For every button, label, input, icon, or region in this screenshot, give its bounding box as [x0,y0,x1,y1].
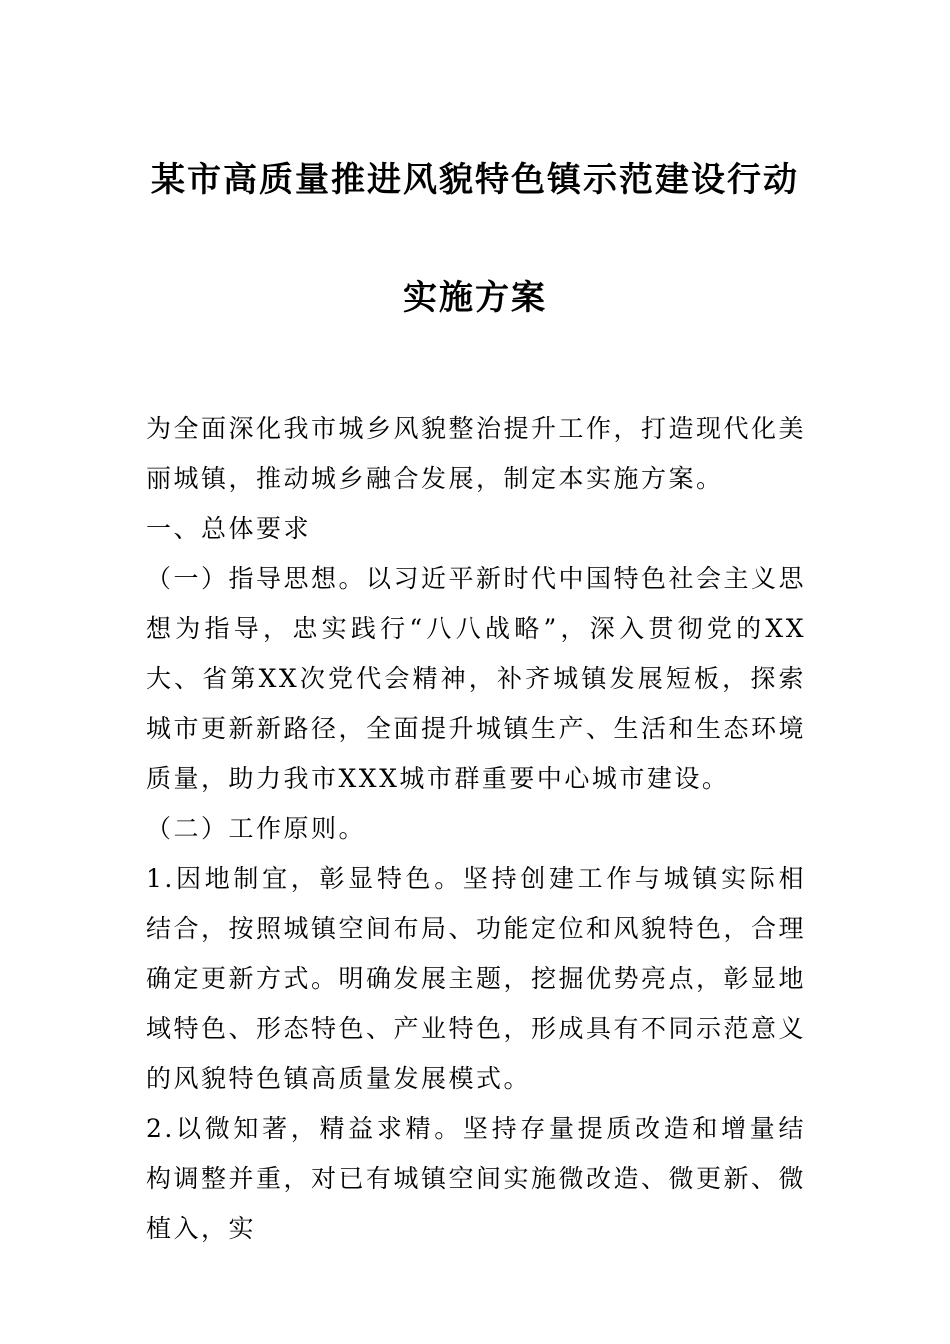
document-title-line-1: 某市高质量推进风貌特色镇示范建设行动 [151,160,799,200]
guiding-ideology-paragraph: （一）指导思想。以习近平新时代中国特色社会主义思想为指导，忠实践行“八八战略”，深入贯彻党的XX大、省第XX次党代会精神，补齐城镇发展短板，探索城市更新新路径，全面提升城镇生产、生活和生态环境质量，助力我市XXX城市群重要中心城市建设。 [146,564,807,793]
principle-2-paragraph: 2.以微知著，精益求精。坚持存量提质改造和增量结构调整并重，对已有城镇空间实施微改造、微更新、微植入，实 [146,1114,807,1243]
document-title-line-2: 实施方案 [403,278,547,318]
section-heading: 一、总体要求 [146,514,312,543]
document-body [146,404,806,1254]
intro-paragraph: 为全面深化我市城乡风貌整治提升工作，打造现代化美丽城镇，推动城乡融合发展，制定本实施方案。 [146,414,807,493]
principle-1-paragraph: 1.因地制宜，彰显特色。坚持创建工作与城镇实际相结合，按照城镇空间布局、功能定位和风貌特色，合理确定更新方式。明确发展主题，挖掘优势亮点，彰显地域特色、形态特色、产业特色，形成具有不同示范意义的风貌特色镇高质量发展模式。 [146,864,807,1093]
subsection-heading: （二）工作原则。 [146,814,367,843]
